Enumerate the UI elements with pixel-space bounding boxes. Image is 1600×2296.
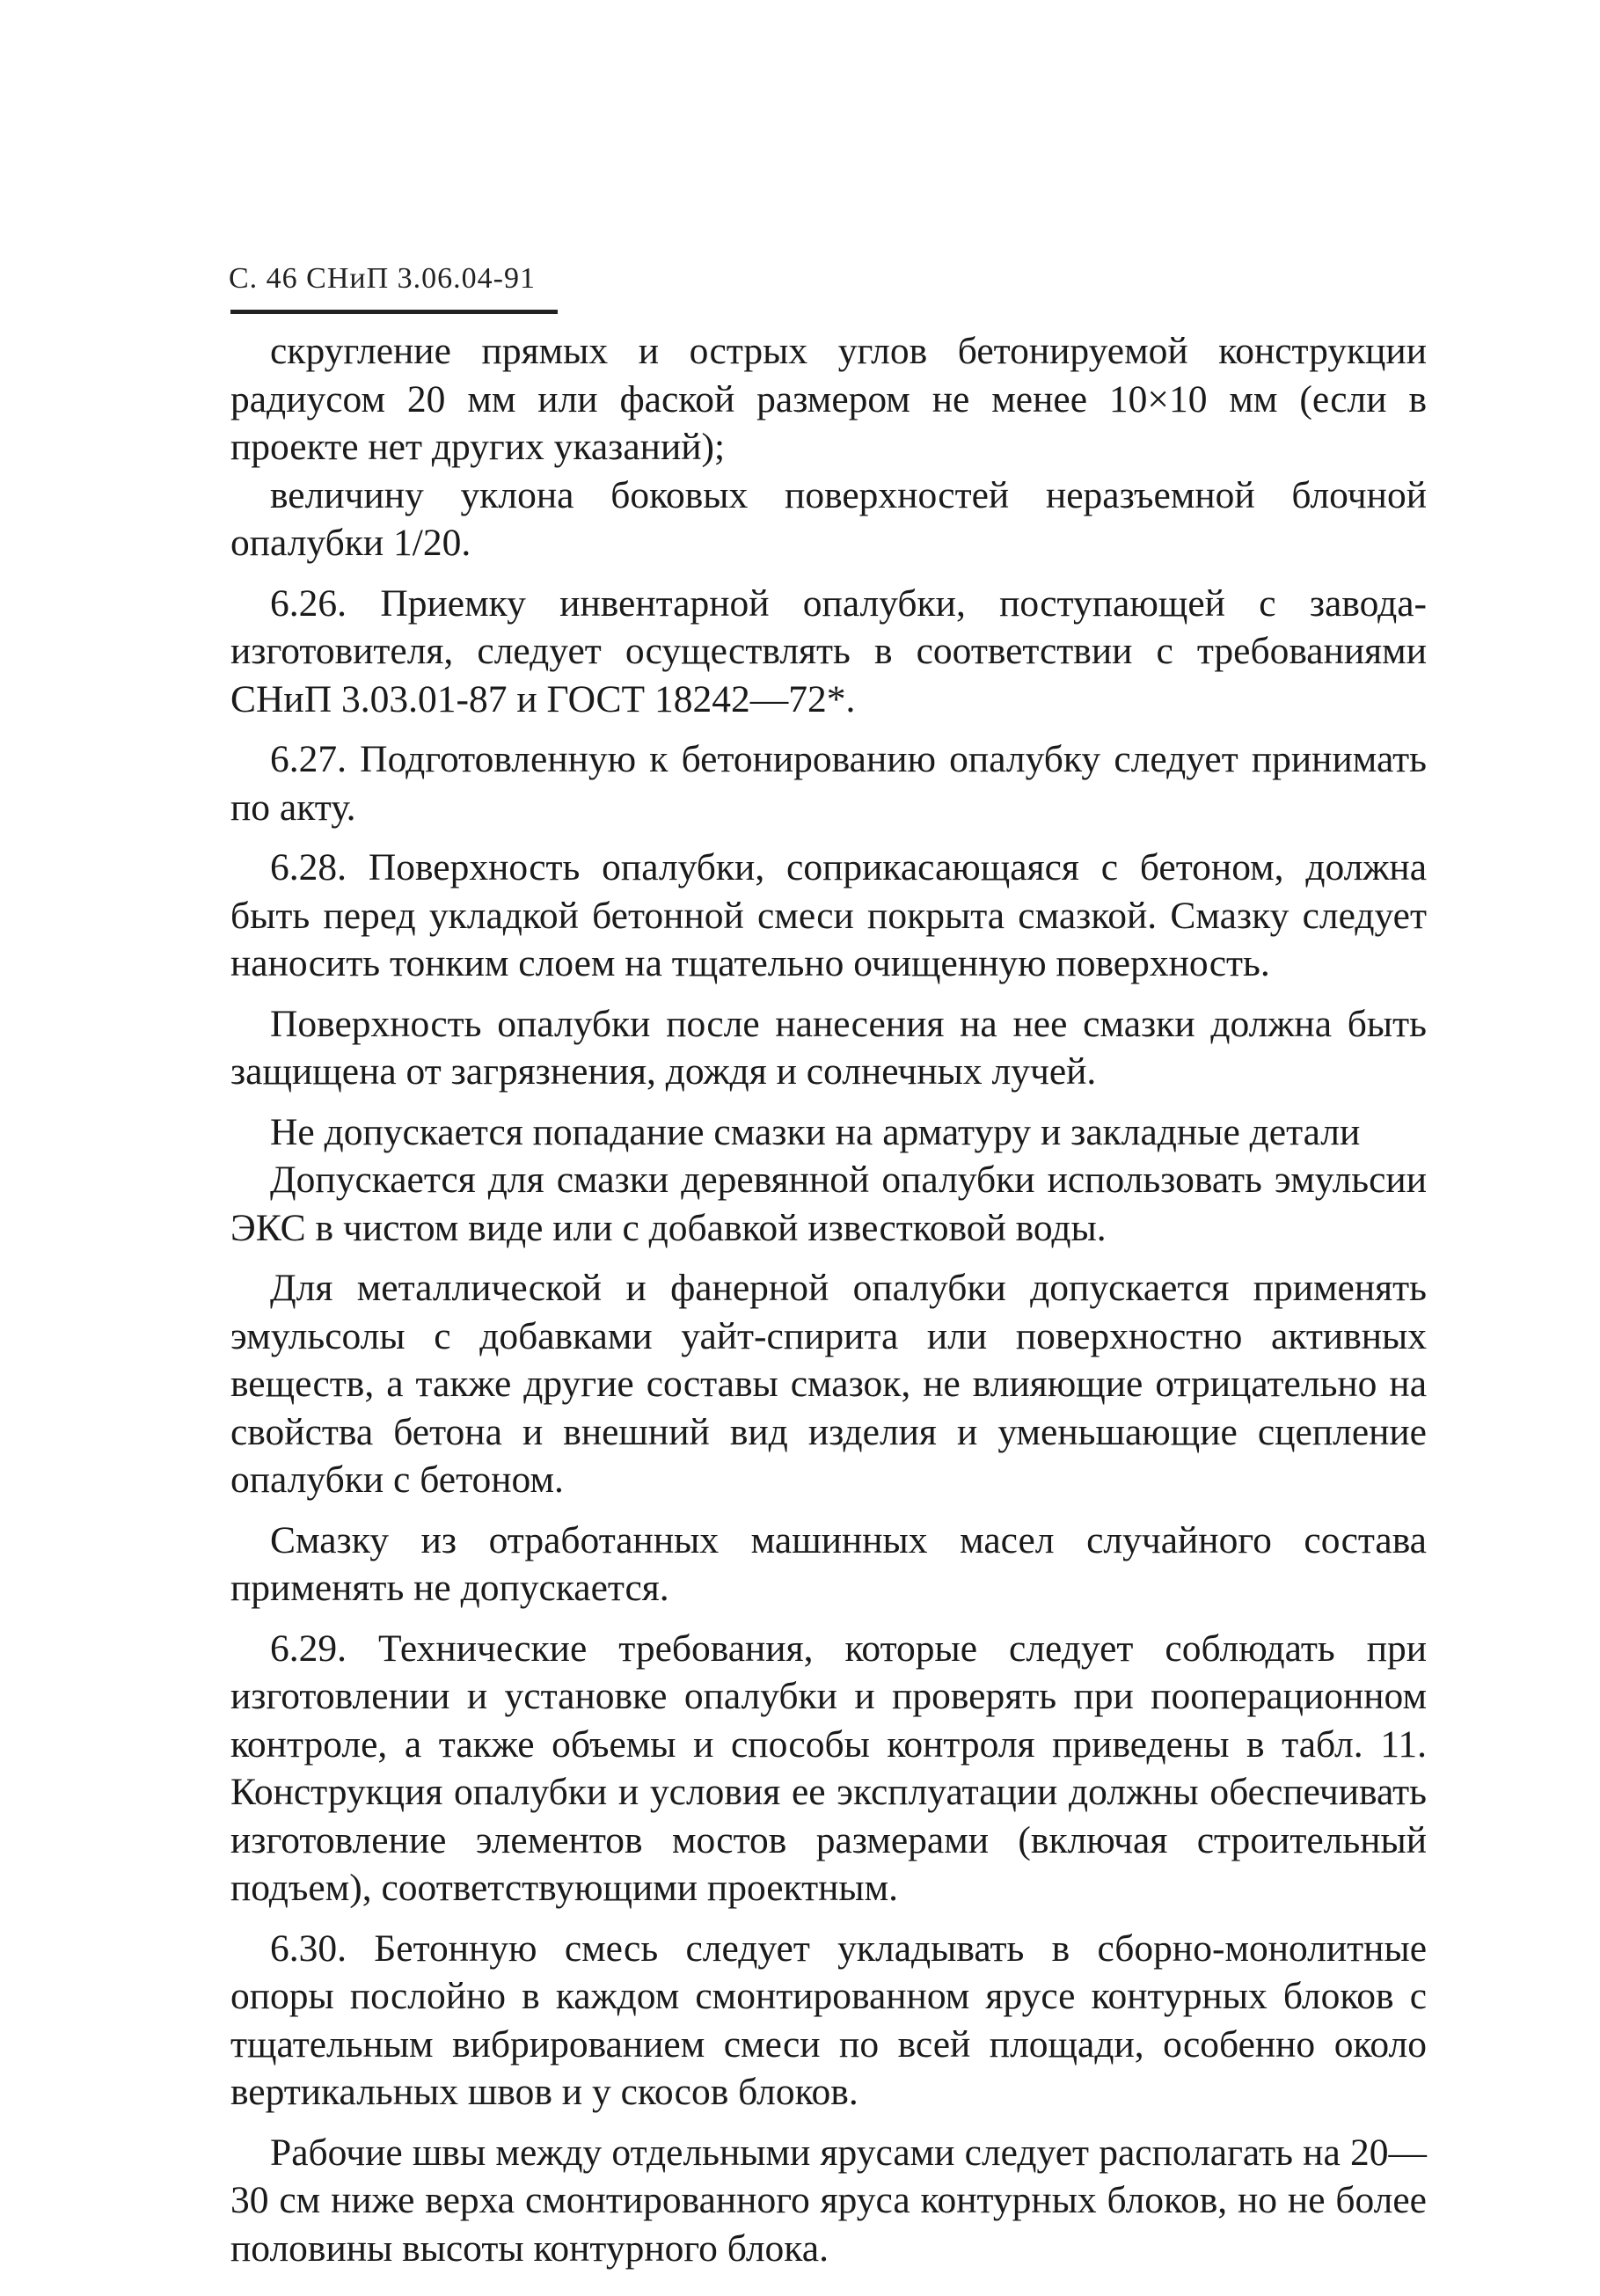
paragraph: Поверхность опалубки после нанесения на нее смазки должна быть защищена от загрязнения, дождя и солнечных лучей.	[230, 1002, 1427, 1093]
paragraph: скругление прямых и острых углов бетонируемой конструкции радиусом 20 мм или фаской размером не менее 10×10 мм (если в проекте нет других указаний);	[230, 330, 1427, 468]
clause-number: 6.28.	[270, 846, 347, 888]
body-text	[230, 327, 1427, 2272]
clause-number: 6.26.	[270, 581, 347, 625]
paragraph: Для металлической и фанерной опалубки допускается применять эмульсолы с добавками уайт-спирита или поверхностно активных веществ, а также другие составы смазок, не влияющие отрицательно на свойства бетона и внешний вид изделия и уменьшающие сцепление опалубки с бетоном.	[230, 1267, 1427, 1501]
page-header: С. 46 СНиП 3.06.04-91	[229, 262, 536, 295]
clause-6-28: 6.28. Поверхность опалубки, соприкасающаяся с бетоном, должна быть перед укладкой бетонной смеси покрыта смазкой. Смазку следует наносить тонким слоем на тщательно очищенную поверхность.	[230, 846, 1428, 984]
paragraph: Рабочие швы между отдельными ярусами следует располагать на 20—30 см ниже верха смонтированного яруса контурных блоков, но не более половины высоты контурного блока.	[230, 2131, 1427, 2270]
clause-6-27: 6.27. Подготовленную к бетонированию опалубку следует принимать по акту.	[230, 738, 1427, 829]
paragraph: величину уклона боковых поверхностей неразъемной блочной опалубки 1/20.	[230, 473, 1427, 564]
clause-6-30: 6.30. Бетонную смесь следует укладывать в сборно-монолитные опоры послойно в каждом смонтированном ярусе контурных блоков с тщательным вибрированием смеси по всей площади, особенно около вертикальных швов и у скосов блоков.	[230, 1927, 1427, 2113]
paragraph: Не допускается попадание смазки на арматуру и закладные детали	[270, 1110, 1361, 1153]
paragraph: Смазку из отработанных машинных масел случайного состава применять не допускается.	[230, 1518, 1427, 1609]
clause-number: 6.27.	[270, 738, 347, 780]
clause-number: 6.30.	[270, 1927, 347, 1970]
clause-number: 6.29.	[270, 1627, 347, 1670]
paragraph: Допускается для смазки деревянной опалубки использовать эмульсии ЭКС в чистом виде или с добавкой известковой воды.	[230, 1159, 1427, 1249]
header-underline	[230, 310, 558, 314]
clause-6-26: 6.26. Приемку инвентарной опалубки, поступающей с завода-изготовителя, следует осуществлять в соответствии с требованиями СНиП 3.03.01-87 и ГОСТ 18242—72*.	[230, 581, 1427, 720]
clause-6-29: 6.29. Технические требования, которые следует соблюдать при изготовлении и установке опалубки и проверять при пооперационном контроле, а также объемы и способы контроля приведены в табл. 11. Конструкция опалубки и условия ее эксплуатации должны обеспечивать изготовление элементов мостов размерами (включая строительный подъем), соответствующими проектным.	[230, 1627, 1427, 1909]
